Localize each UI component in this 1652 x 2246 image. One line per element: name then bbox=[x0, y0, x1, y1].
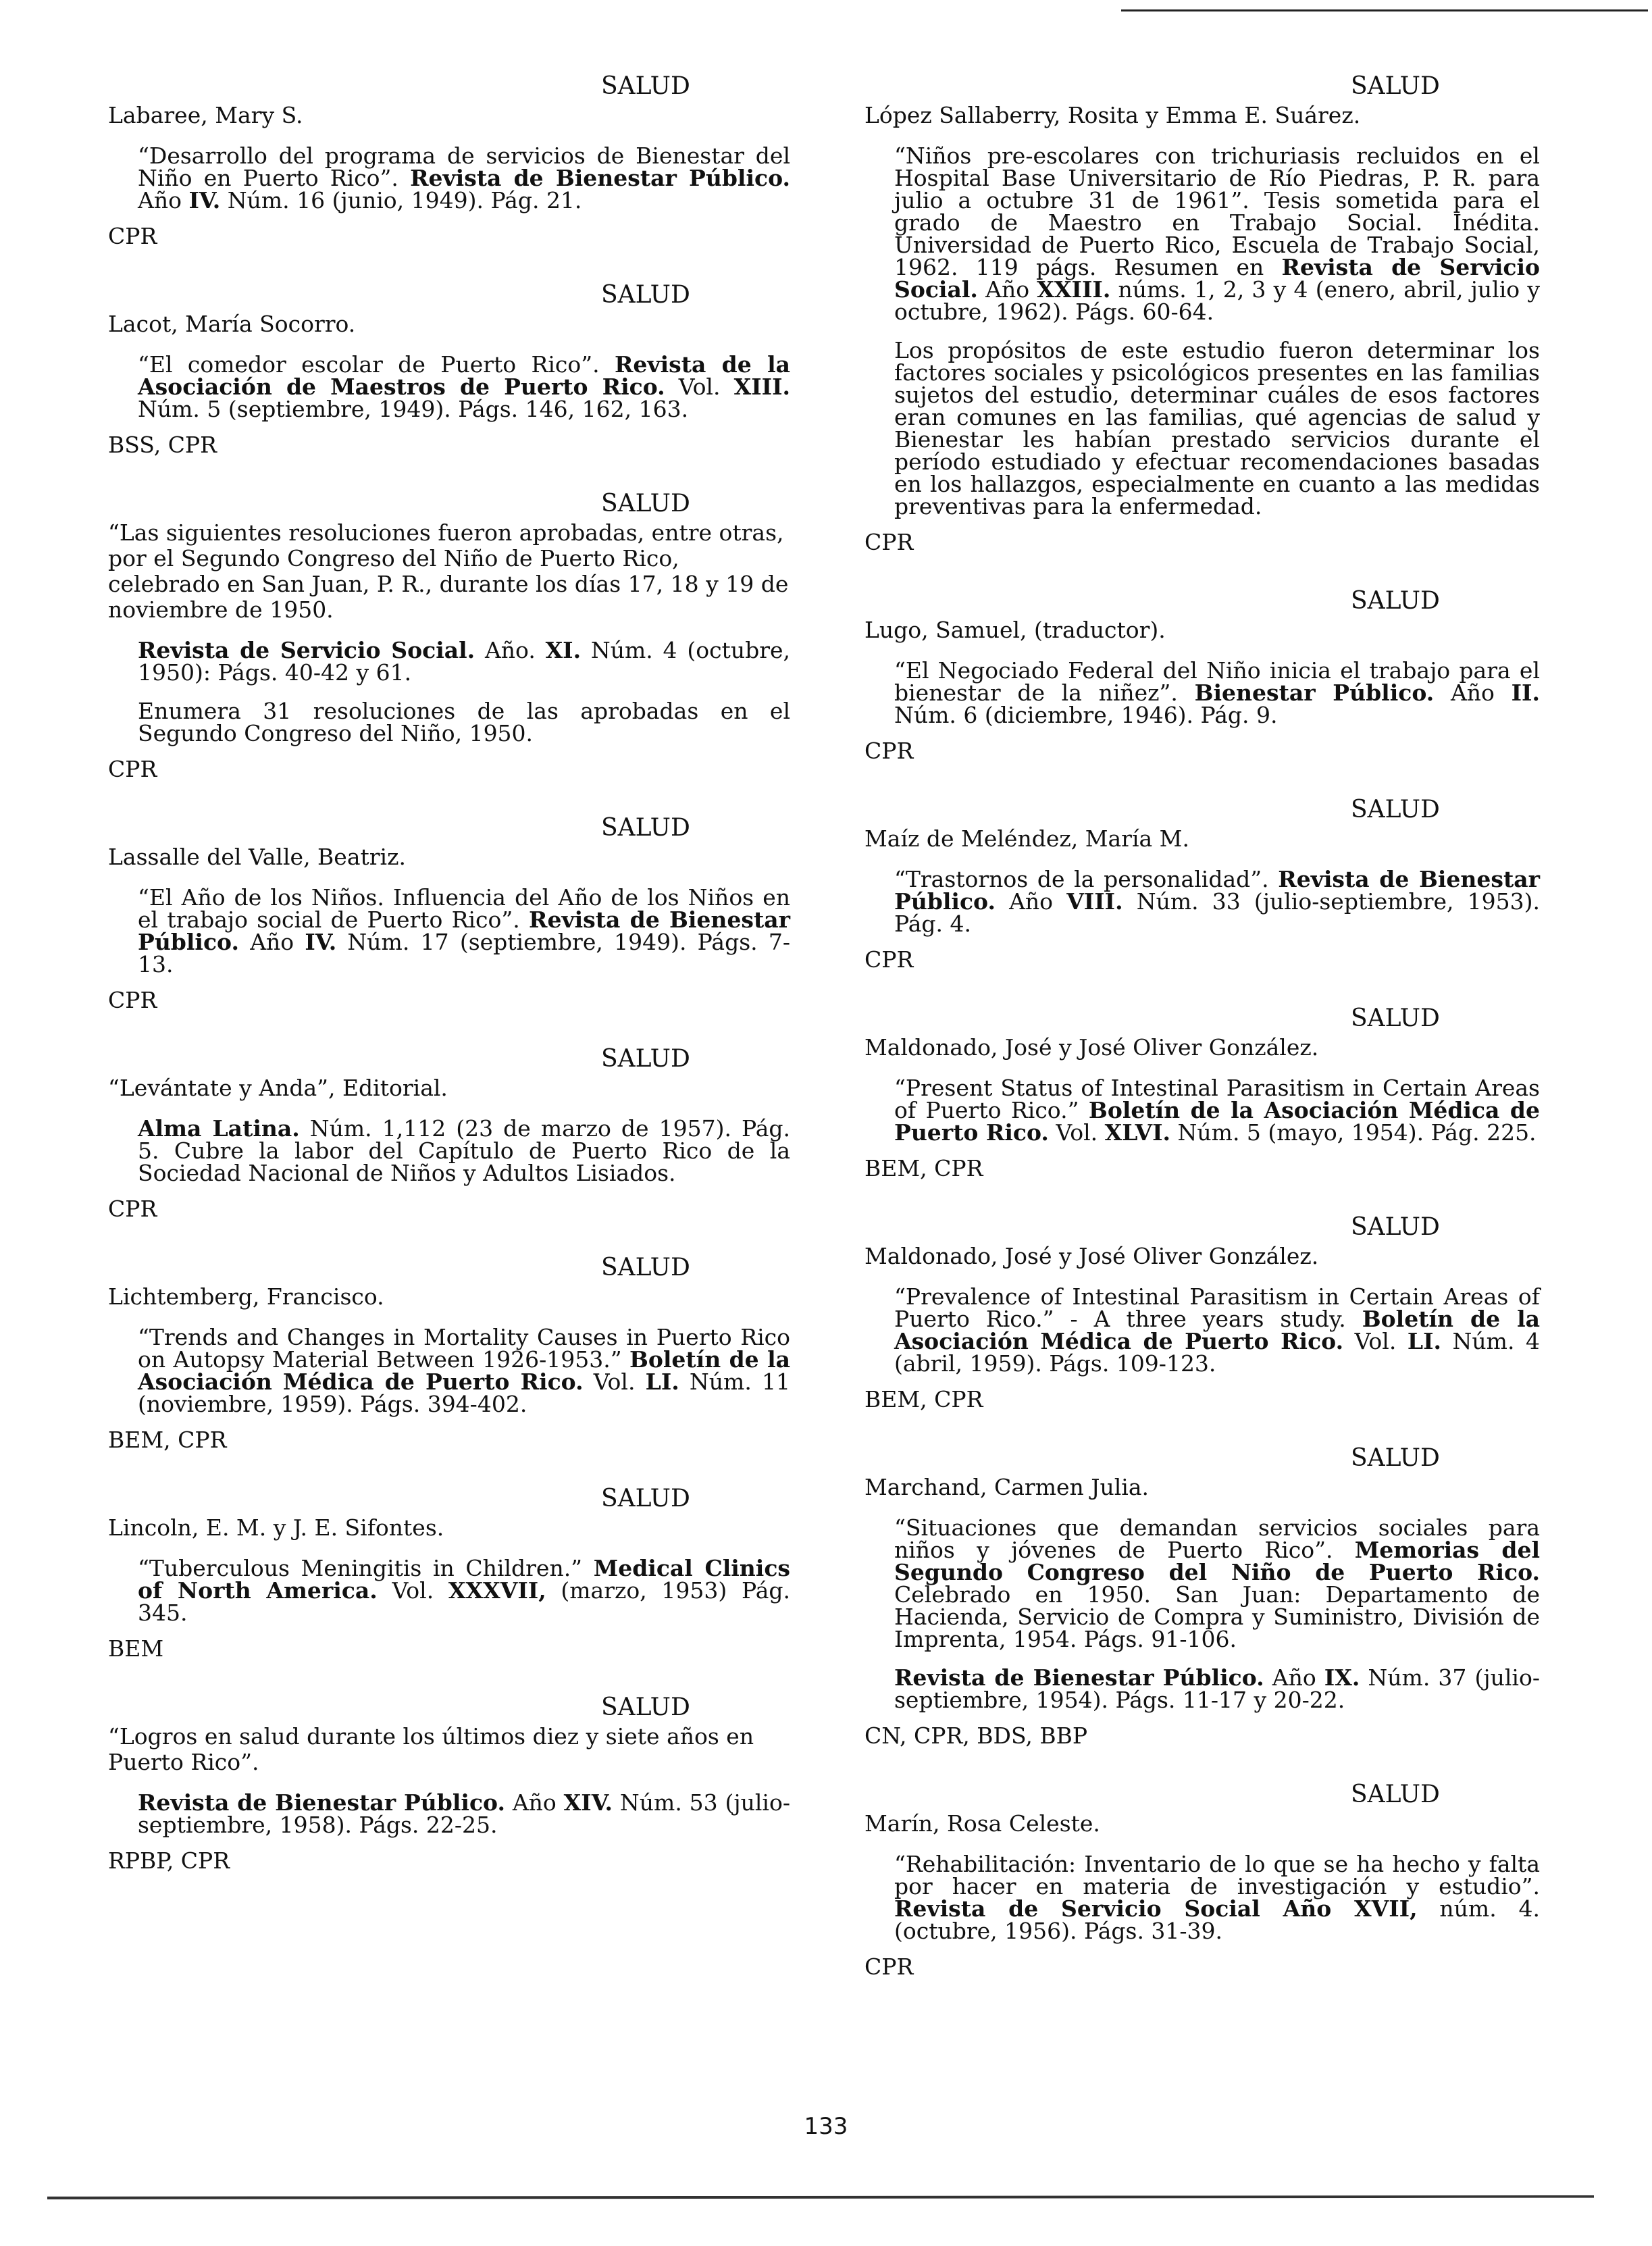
bibliography-entry bbox=[864, 73, 1540, 555]
entry-author: Lugo, Samuel, (traductor). bbox=[864, 617, 1166, 643]
entry-citation: Los propósitos de este estudio fueron determinar los factores sociales y psicológicos presentes en las familias sujetos del estudio, determinar cuáles de esos factores eran comunes en las familias, qué agencias de salud y Bienestar les habían prestado servicios durante el período estudiado y efectuar recomendaciones basadas en los hallazgos, especialmente en cuanto a las medidas preventivas para la enfermedad. bbox=[894, 337, 1540, 519]
entry-location-codes: BEM bbox=[108, 1635, 164, 1662]
entry-author: “Las siguientes resoluciones fueron aprobadas, entre otras, por el Segundo Congreso del Niño de Puerto Rico, celebrado en San Juan, P. R., durante los días 17, 18 y 19 de noviembre de 1950. bbox=[108, 519, 789, 623]
entry-citation: Revista de Servicio Social. Año. XI. Núm. 4 (octubre, 1950): Págs. 40-42 y 61. bbox=[138, 637, 790, 686]
bibliography-entry bbox=[864, 588, 1540, 764]
entry-heading: SALUD bbox=[1351, 1213, 1440, 1241]
bibliography-entry bbox=[108, 1485, 790, 1662]
entry-citation: “Trastornos de la personalidad”. Revista de Bienestar Público. Año VIII. Núm. 33 (julio-septiembre, 1953). Pág. 4. bbox=[894, 866, 1540, 937]
bibliography-entry bbox=[108, 73, 790, 249]
entry-location-codes: CPR bbox=[108, 756, 157, 782]
bottom-rule bbox=[47, 2195, 1594, 2199]
bibliography-entry bbox=[108, 1046, 790, 1222]
bibliography-entry bbox=[864, 796, 1540, 973]
entry-heading: SALUD bbox=[601, 1254, 690, 1281]
entry-heading: SALUD bbox=[1351, 796, 1440, 823]
entry-citation: “El comedor escolar de Puerto Rico”. Revista de la Asociación de Maestros de Puerto Rico. Vol. XIII. Núm. 5 (septiembre, 1949). Págs. 146, 162, 163. bbox=[138, 351, 790, 422]
entry-heading: SALUD bbox=[1351, 72, 1440, 100]
entry-heading: SALUD bbox=[1351, 1781, 1440, 1808]
entry-citation: Enumera 31 resoluciones de las aprobadas en el Segundo Congreso del Niño, 1950. bbox=[138, 698, 790, 746]
entry-heading: SALUD bbox=[1351, 1004, 1440, 1032]
bibliography-entry bbox=[108, 282, 790, 458]
entry-heading: SALUD bbox=[601, 1693, 690, 1721]
bibliography-entry bbox=[108, 815, 790, 1013]
entry-location-codes: CPR bbox=[864, 738, 914, 764]
entry-citation: “Niños pre-escolares con trichuriasis recluidos en el Hospital Base Universitario de Río Piedras, P. R. para julio a octubre 31 de 1961”. Tesis sometida para el grado de Maestro en Trabajo Social. Inédita. Universidad de Puerto Rico, Escuela de Trabajo Social, 1962. 119 págs. Resumen en Revista de Servicio Social. Año XXIII. núms. 1, 2, 3 y 4 (enero, abril, julio y octubre, 1962). Págs. 60-64. bbox=[894, 143, 1540, 325]
entry-location-codes: BEM, CPR bbox=[108, 1427, 227, 1453]
entry-location-codes: RPBP, CPR bbox=[108, 1847, 230, 1874]
page-number: 133 bbox=[804, 2113, 848, 2140]
entry-citation: “Situaciones que demandan servicios sociales para niños y jóvenes de Puerto Rico”. Memorias del Segundo Congreso del Niño de Puerto Rico. Celebrado en 1950. San Juan: Departamento de Hacienda, Servicio de Compra y Suministro, División de Imprenta, 1954. Págs. 91-106. bbox=[894, 1514, 1540, 1652]
entry-location-codes: CPR bbox=[108, 223, 157, 249]
entry-author: Lincoln, E. M. y J. E. Sifontes. bbox=[108, 1514, 444, 1541]
entry-location-codes: BEM, CPR bbox=[864, 1386, 983, 1412]
entry-citation: “Prevalence of Intestinal Parasitism in Certain Areas of Puerto Rico.” - A three years study. Boletín de la Asociación Médica de Puerto Rico. Vol. LI. Núm. 4 (abril, 1959). Págs. 109-123. bbox=[894, 1283, 1540, 1377]
entry-citation: Alma Latina. Núm. 1,112 (23 de marzo de 1957). Pág. 5. Cubre la labor del Capítulo de Puerto Rico de la Sociedad Nacional de Niños y Adultos Lisiados. bbox=[138, 1115, 790, 1186]
entry-location-codes: CN, CPR, BDS, BBP bbox=[864, 1722, 1088, 1749]
entry-location-codes: CPR bbox=[108, 987, 157, 1013]
bibliography-entry bbox=[864, 1005, 1540, 1181]
bibliography-entry bbox=[108, 1254, 790, 1453]
top-rule bbox=[1121, 9, 1648, 11]
entry-author: Marchand, Carmen Julia. bbox=[864, 1474, 1150, 1500]
entry-heading: SALUD bbox=[601, 72, 690, 100]
right-column bbox=[864, 73, 1540, 1980]
entry-citation: “Desarrollo del programa de servicios de Bienestar del Niño en Puerto Rico”. Revista de Bienestar Público. Año IV. Núm. 16 (junio, 1949). Pág. 21. bbox=[138, 143, 791, 213]
entry-location-codes: CPR bbox=[108, 1196, 157, 1222]
entry-location-codes: CPR bbox=[864, 529, 914, 555]
bibliography-entry bbox=[864, 1445, 1540, 1749]
entry-author: Maldonado, José y José Oliver González. bbox=[864, 1034, 1319, 1061]
bibliography-entry bbox=[864, 1214, 1540, 1412]
entry-author: “Logros en salud durante los últimos diez y siete años en Puerto Rico”. bbox=[108, 1723, 754, 1775]
entry-heading: SALUD bbox=[601, 814, 690, 842]
bibliography-entry bbox=[864, 1781, 1540, 1980]
entry-location-codes: BSS, CPR bbox=[108, 432, 217, 458]
entry-author: Lichtemberg, Francisco. bbox=[108, 1283, 384, 1310]
entry-author: Lassalle del Valle, Beatriz. bbox=[108, 844, 406, 870]
entry-author: “Levántate y Anda”, Editorial. bbox=[108, 1075, 448, 1101]
entry-author: Maldonado, José y José Oliver González. bbox=[864, 1243, 1319, 1269]
entry-author: Labaree, Mary S. bbox=[108, 102, 303, 128]
entry-citation: “El Año de los Niños. Influencia del Año de los Niños en el trabajo social de Puerto Rico”. Revista de Bienestar Público. Año IV. Núm. 17 (septiembre, 1949). Págs. 7-13. bbox=[138, 884, 791, 977]
entry-author: Maíz de Meléndez, María M. bbox=[864, 825, 1189, 852]
entry-heading: SALUD bbox=[1351, 1444, 1440, 1472]
entry-citation: “Present Status of Intestinal Parasitism in Certain Areas of Puerto Rico.” Boletín de la Asociación Médica de Puerto Rico. Vol. XLVI. Núm. 5 (mayo, 1954). Pág. 225. bbox=[894, 1075, 1540, 1146]
entry-location-codes: CPR bbox=[864, 1954, 914, 1980]
entry-citation: Revista de Bienestar Público. Año XIV. Núm. 53 (julio-septiembre, 1958). Págs. 22-25. bbox=[138, 1789, 791, 1838]
entry-location-codes: CPR bbox=[864, 946, 914, 973]
entry-citation: “Tuberculous Meningitis in Children.” Medical Clinics of North America. Vol. XXXVII, (marzo, 1953) Pág. 345. bbox=[138, 1555, 790, 1626]
entry-heading: SALUD bbox=[1351, 587, 1440, 615]
entry-heading: SALUD bbox=[601, 281, 690, 309]
entry-heading: SALUD bbox=[601, 1045, 690, 1073]
entry-author: López Sallaberry, Rosita y Emma E. Suárez. bbox=[864, 102, 1361, 128]
left-column bbox=[108, 73, 790, 1874]
entry-author: Marín, Rosa Celeste. bbox=[864, 1810, 1100, 1837]
bibliography-entry bbox=[108, 1694, 790, 1874]
bibliography-entry bbox=[108, 490, 790, 782]
entry-citation: Revista de Bienestar Público. Año IX. Núm. 37 (julio-septiembre, 1954). Págs. 11-17 y 20-22. bbox=[894, 1664, 1540, 1713]
entry-heading: SALUD bbox=[601, 490, 690, 517]
entry-heading: SALUD bbox=[601, 1485, 690, 1512]
entry-citation: “Trends and Changes in Mortality Causes in Puerto Rico on Autopsy Material Between 1926-1953.” Boletín de la Asociación Médica de Puerto Rico. Vol. LI. Núm. 11 (noviembre, 1959). Págs. 394-402. bbox=[138, 1324, 790, 1417]
entry-location-codes: BEM, CPR bbox=[864, 1155, 983, 1181]
entry-citation: “El Negociado Federal del Niño inicia el trabajo para el bienestar de la niñez”. Bienestar Público. Año II. Núm. 6 (diciembre, 1946). Pág. 9. bbox=[894, 657, 1540, 728]
entry-author: Lacot, María Socorro. bbox=[108, 311, 356, 337]
entry-citation: “Rehabilitación: Inventario de lo que se ha hecho y falta por hacer en materia de investigación y estudio”. Revista de Servicio Social Año XVII, núm. 4. (octubre, 1956). Págs. 31-39. bbox=[894, 1851, 1540, 1944]
